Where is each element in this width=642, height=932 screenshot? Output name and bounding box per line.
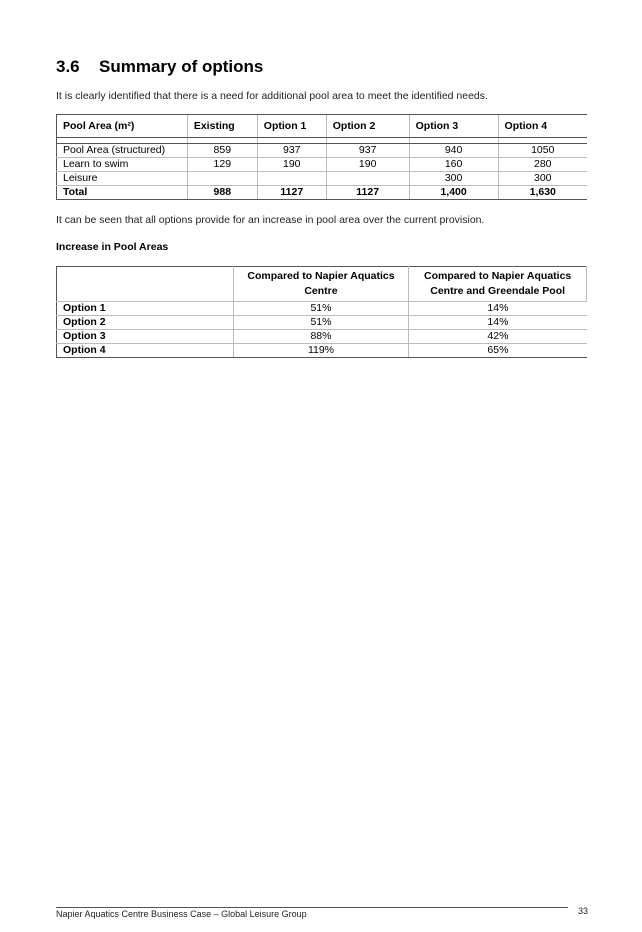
- header-option-4: Option 4: [498, 115, 587, 138]
- header-compared-nac: Compared to Napier Aquatics Centre: [233, 267, 409, 302]
- cell: 51%: [233, 302, 409, 316]
- row-label: Learn to swim: [57, 158, 188, 172]
- table-total-row: [57, 186, 588, 200]
- header-compared-nac-greendale: Compared to Napier Aquatics Centre and Greendale Pool: [409, 267, 587, 302]
- total-cell: 1,400: [409, 186, 498, 200]
- row-label: Option 4: [57, 344, 234, 358]
- header-option-2: Option 2: [326, 115, 409, 138]
- header-option-1: Option 1: [257, 115, 326, 138]
- row-label: Option 2: [57, 316, 234, 330]
- total-cell: 1,630: [498, 186, 587, 200]
- row-label: Option 1: [57, 302, 234, 316]
- summary-paragraph: It can be seen that all options provide for an increase in pool area over the current provision.: [56, 214, 485, 226]
- cell: 51%: [233, 316, 409, 330]
- footer-text: Napier Aquatics Centre Business Case – Global Leisure Group: [56, 909, 307, 919]
- total-label: Total: [57, 186, 188, 200]
- intro-paragraph: It is clearly identified that there is a need for additional pool area to meet the identified needs.: [56, 90, 488, 102]
- cell: 859: [187, 144, 257, 158]
- row-label: Pool Area (structured): [57, 144, 188, 158]
- table-row: [57, 302, 587, 316]
- total-cell: 1127: [326, 186, 409, 200]
- cell: 190: [326, 158, 409, 172]
- table-header-row: [57, 267, 587, 302]
- page-number: 33: [578, 906, 589, 916]
- total-cell: 988: [187, 186, 257, 200]
- section-number: 3.6: [56, 57, 80, 76]
- cell: 1050: [498, 144, 587, 158]
- cell: 129: [187, 158, 257, 172]
- header-pool-area: Pool Area (m²): [57, 115, 188, 138]
- cell: 937: [326, 144, 409, 158]
- row-label: Leisure: [57, 172, 188, 186]
- increase-subheading: Increase in Pool Areas: [56, 241, 169, 253]
- footer-divider: [56, 907, 568, 908]
- cell: 190: [257, 158, 326, 172]
- cell: [257, 172, 326, 186]
- cell: 937: [257, 144, 326, 158]
- cell: 300: [409, 172, 498, 186]
- header-blank: [57, 267, 234, 302]
- pool-area-table: [56, 114, 587, 200]
- total-cell: 1127: [257, 186, 326, 200]
- table-row: [57, 344, 587, 358]
- section-title: Summary of options: [99, 57, 264, 76]
- increase-table: [56, 266, 587, 358]
- cell: 14%: [409, 316, 587, 330]
- cell: 14%: [409, 302, 587, 316]
- cell: 160: [409, 158, 498, 172]
- cell: [326, 172, 409, 186]
- section-heading: [56, 57, 263, 77]
- cell: 300: [498, 172, 587, 186]
- table-row: [57, 172, 588, 186]
- row-label: Option 3: [57, 330, 234, 344]
- table-header-row: [57, 115, 588, 138]
- cell: 88%: [233, 330, 409, 344]
- table-row: [57, 330, 587, 344]
- cell: 119%: [233, 344, 409, 358]
- cell: 940: [409, 144, 498, 158]
- cell: 65%: [409, 344, 587, 358]
- cell: 280: [498, 158, 587, 172]
- header-existing: Existing: [187, 115, 257, 138]
- cell: [187, 172, 257, 186]
- table-row: [57, 144, 588, 158]
- table-row: [57, 158, 588, 172]
- cell: 42%: [409, 330, 587, 344]
- table-row: [57, 316, 587, 330]
- header-option-3: Option 3: [409, 115, 498, 138]
